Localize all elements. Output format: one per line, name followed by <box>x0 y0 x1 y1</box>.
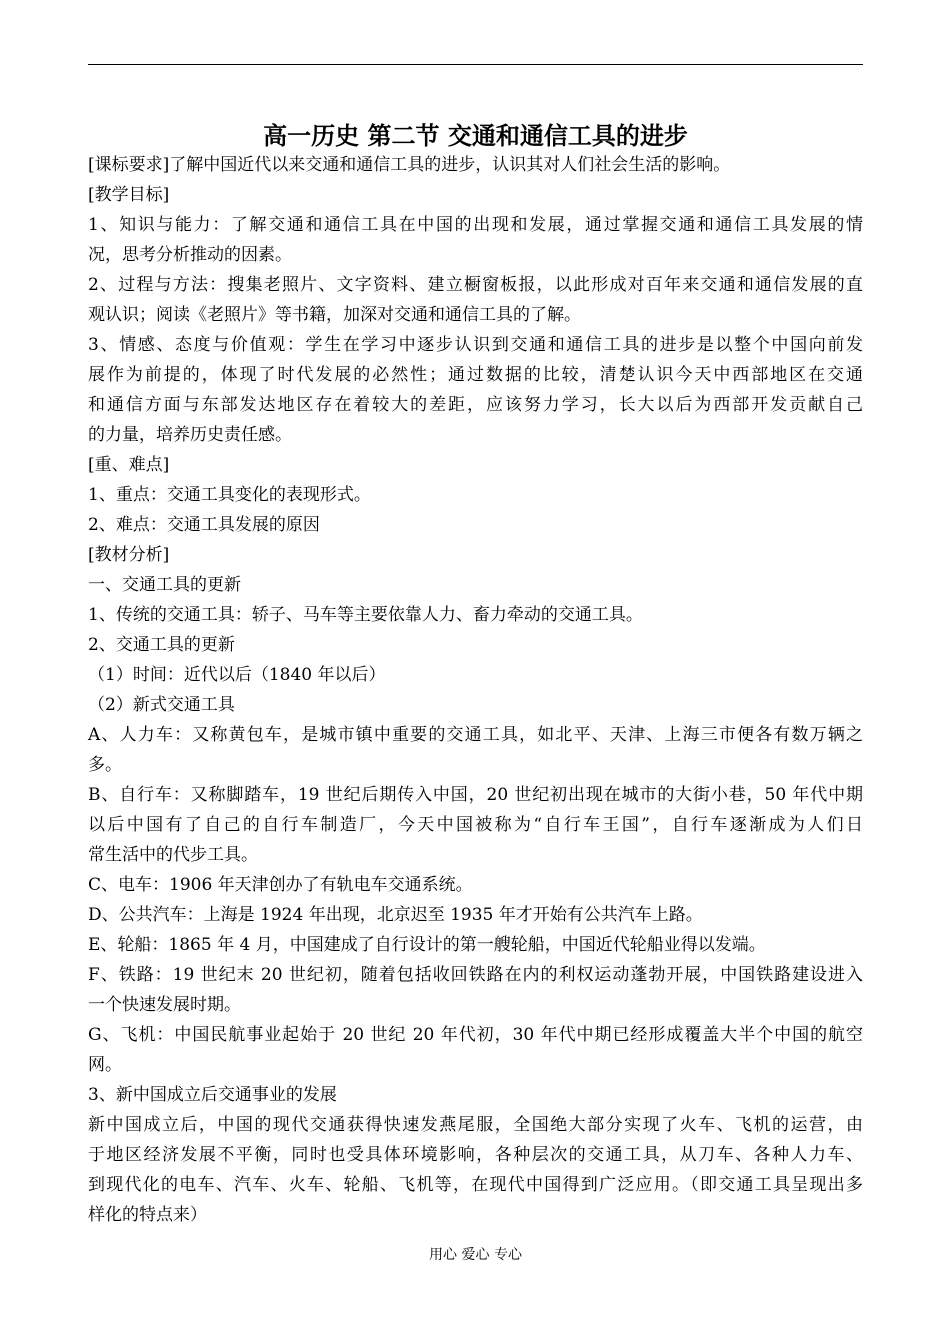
body-line: 到现代化的电车、汽车、火车、轮船、飞机等，在现代中国得到广泛应用。（即交通工具呈现出多 <box>88 1175 863 1195</box>
header-rule <box>88 64 863 65</box>
body-line: 以后中国有了自己的自行车制造厂，今天中国被称为“自行车王国”，自行车逐渐成为人们日 <box>88 815 863 835</box>
body-line: 2、交通工具的更新 <box>88 635 235 655</box>
body-line: [教材分析] <box>88 545 170 565</box>
body-line: C、电车：1906 年天津创办了有轨电车交通系统。 <box>88 875 473 895</box>
body-line: 的力量，培养历史责任感。 <box>88 425 292 445</box>
body-line: 1、传统的交通工具：轿子、马车等主要依靠人力、畜力牵动的交通工具。 <box>88 605 643 625</box>
body-line: F、铁路：19 世纪末 20 世纪初，随着包括收回铁路在内的利权运动蓬勃开展，中国铁路建设进入 <box>88 965 863 985</box>
body-line: 3、新中国成立后交通事业的发展 <box>88 1085 337 1105</box>
body-line: （2）新式交通工具 <box>88 695 235 715</box>
body-line: 观认识；阅读《老照片》等书籍，加深对交通和通信工具的了解。 <box>88 305 581 325</box>
body-line: 况，思考分析推动的因素。 <box>88 245 292 265</box>
body-line: A、人力车：又称黄包车，是城市镇中重要的交通工具，如北平、天津、上海三市便各有数万辆之 <box>88 725 863 745</box>
body-line: D、公共汽车：上海是 1924 年出现，北京迟至 1935 年才开始有公共汽车上路。 <box>88 905 703 925</box>
body-line: 2、过程与方法：搜集老照片、文字资料、建立橱窗板报，以此形成对百年来交通和通信发展的直 <box>88 275 863 295</box>
body-line: 网。 <box>88 1055 122 1075</box>
body-line: 一个快速发展时期。 <box>88 995 241 1015</box>
body-line: 常生活中的代步工具。 <box>88 845 258 865</box>
document-body <box>88 150 863 1230</box>
body-line: 样化的特点来） <box>88 1205 207 1225</box>
page-footer: 用心 爱心 专心 <box>429 1247 522 1263</box>
body-line: [重、难点] <box>88 455 170 475</box>
body-line: 3、情感、态度与价值观：学生在学习中逐步认识到交通和通信工具的进步是以整个中国向前发 <box>88 335 863 355</box>
body-line: [课标要求]了解中国近代以来交通和通信工具的进步，认识其对人们社会生活的影响。 <box>88 155 731 175</box>
body-line: B、自行车：又称脚踏车，19 世纪后期传入中国，20 世纪初出现在城市的大街小巷，50 年代中期 <box>88 785 863 805</box>
body-line: 新中国成立后，中国的现代交通获得快速发燕尾服，全国绝大部分实现了火车、飞机的运营，由 <box>88 1115 863 1135</box>
body-line: G、飞机：中国民航事业起始于 20 世纪 20 年代初，30 年代中期已经形成覆盖大半个中国的航空 <box>88 1025 863 1045</box>
body-line: 和通信方面与东部发达地区存在着较大的差距，应该努力学习，长大以后为西部开发贡献自己 <box>88 395 863 415</box>
body-line: 一、交通工具的更新 <box>88 575 241 595</box>
body-line: 2、难点：交通工具发展的原因 <box>88 515 320 535</box>
body-line: 1、重点：交通工具变化的表现形式。 <box>88 485 371 505</box>
body-line: 1、知识与能力：了解交通和通信工具在中国的出现和发展，通过掌握交通和通信工具发展的情 <box>88 215 863 235</box>
body-line: [教学目标] <box>88 185 170 205</box>
document-title: 高一历史 第二节 交通和通信工具的进步 <box>263 121 688 150</box>
body-line: 展作为前提的，体现了时代发展的必然性；通过数据的比较，清楚认识今天中西部地区在交通 <box>88 365 863 385</box>
body-line: 多。 <box>88 755 122 775</box>
body-line: （1）时间：近代以后（1840 年以后） <box>88 665 386 685</box>
body-line: 于地区经济发展不平衡，同时也受具体环境影响，各种层次的交通工具，从刀车、各种人力车、 <box>88 1145 863 1165</box>
body-line: E、轮船：1865 年 4 月，中国建成了自行设计的第一艘轮船，中国近代轮船业得以发端。 <box>88 935 766 955</box>
